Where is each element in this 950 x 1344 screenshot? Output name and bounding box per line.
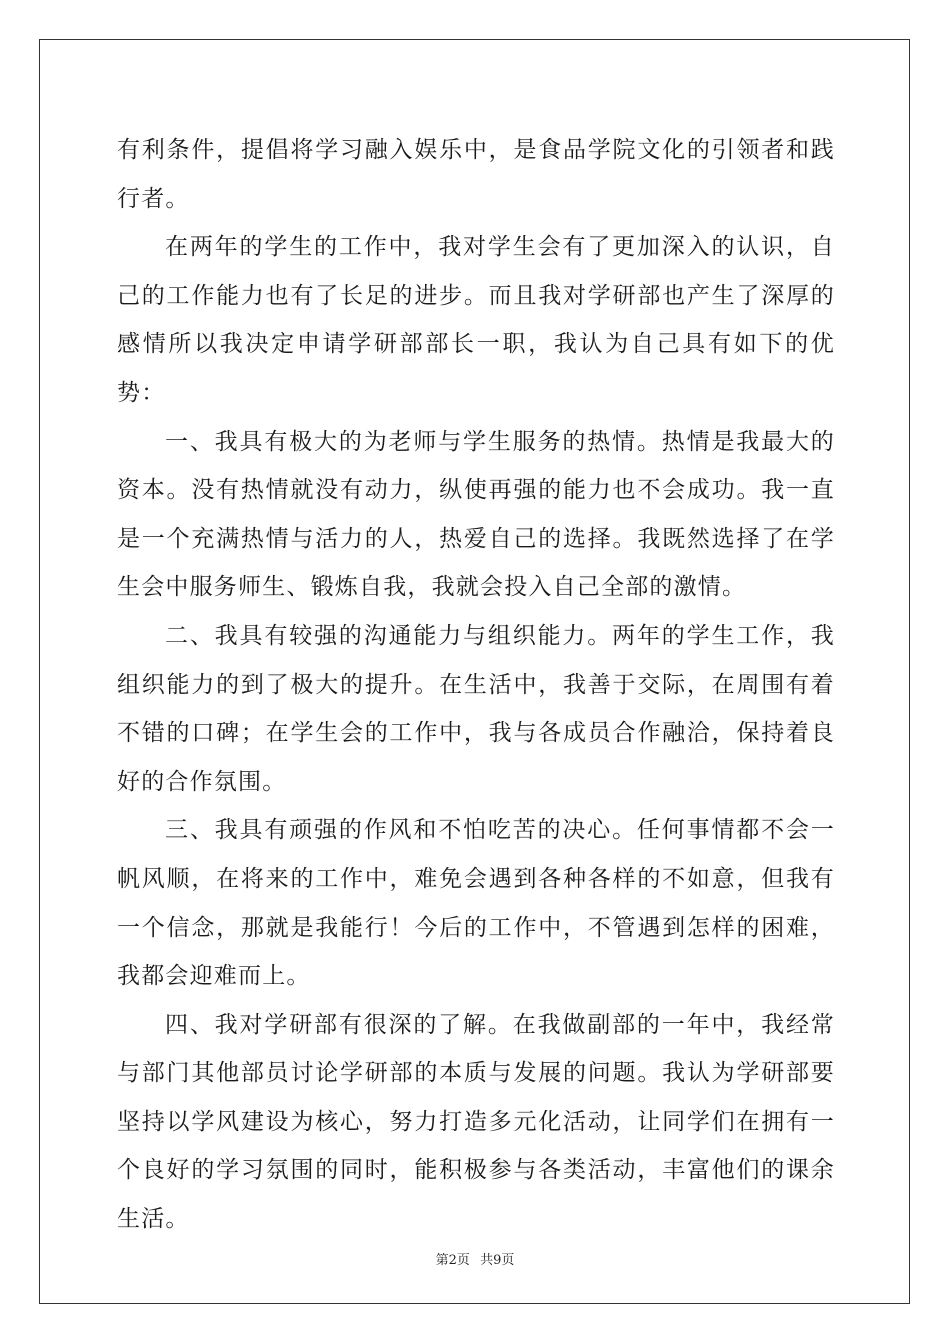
page-footer [0, 1249, 950, 1268]
paragraph-4: 二、我具有较强的沟通能力与组织能力。两年的学生工作，我组织能力的到了极大的提升。在生活中，我善于交际，在周围有着不错的口碑；在学生会的工作中，我与各成员合作融洽，保持着良好的合作氛围。 [117, 622, 835, 795]
paragraph-6: 四、我对学研部有很深的了解。在我做副部的一年中，我经常与部门其他部员讨论学研部的本质与发展的问题。我认为学研部要坚持以学风建设为核心，努力打造多元化活动，让同学们在拥有一个良好的学习氛围的同时，能积极参与各类活动，丰富他们的课余生活。 [117, 1011, 835, 1233]
paragraph-2: 在两年的学生的工作中，我对学生会有了更加深入的认识，自己的工作能力也有了长足的进步。而且我对学研部也产生了深厚的感情所以我决定申请学研部部长一职，我认为自己具有如下的优势： [117, 234, 835, 406]
page-number-total: 共9页 [480, 1253, 515, 1268]
page-number-current: 第2页 [435, 1253, 470, 1268]
document-body [117, 126, 835, 1244]
paragraph-3: 一、我具有极大的为老师与学生服务的热情。热情是我最大的资本。没有热情就没有动力，纵使再强的能力也不会成功。我一直是一个充满热情与活力的人，热爱自己的选择。我既然选择了在学生会中服务师生、锻炼自我，我就会投入自己全部的激情。 [117, 428, 835, 601]
paragraph-1: 有利条件，提倡将学习融入娱乐中，是食品学院文化的引领者和践行者。 [117, 137, 835, 212]
paragraph-5: 三、我具有顽强的作风和不怕吃苦的决心。任何事情都不会一帆风顺，在将来的工作中，难免会遇到各种各样的不如意，但我有一个信念，那就是我能行！今后的工作中，不管遇到怎样的困难，我都会迎难而上。 [117, 817, 835, 990]
